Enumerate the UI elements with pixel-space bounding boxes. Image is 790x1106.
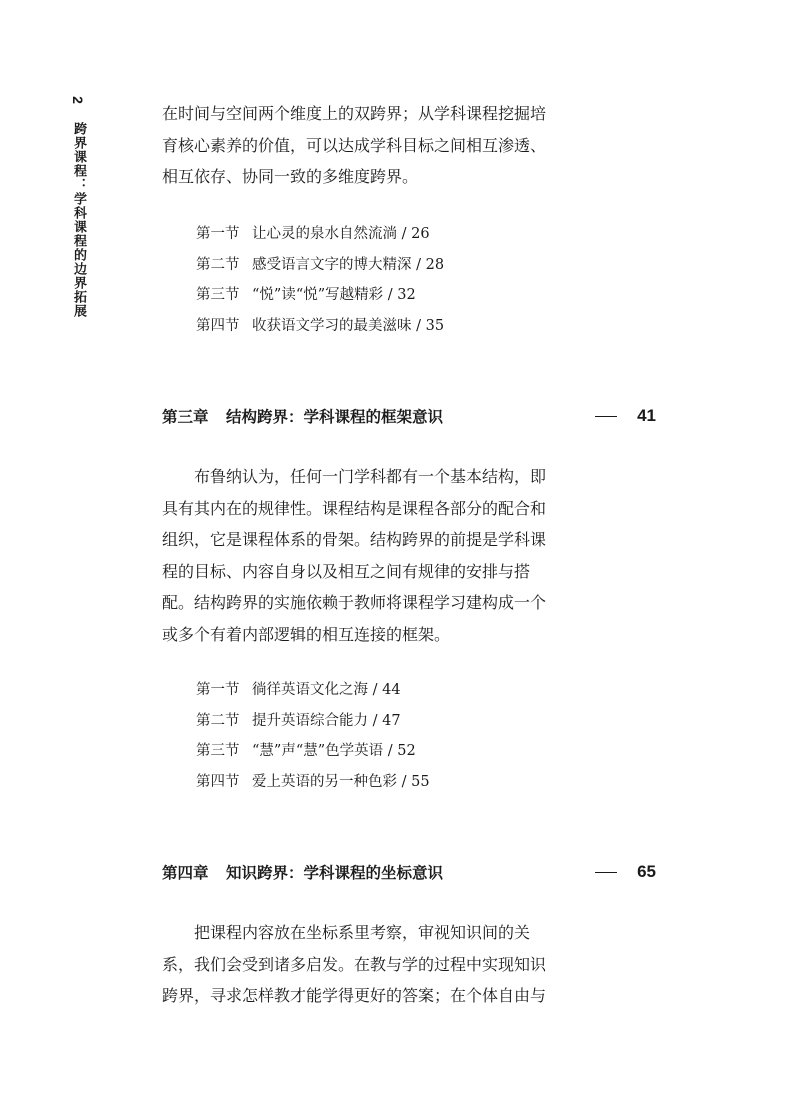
section-number: 第二节 — [196, 256, 240, 273]
chapter-title: 知识跨界：学科课程的坐标意识 — [226, 864, 444, 882]
leader-dash — [595, 416, 617, 417]
toc-entry[interactable] — [196, 280, 444, 311]
toc-entry[interactable] — [196, 311, 444, 342]
toc-entry[interactable] — [196, 219, 444, 250]
paragraph-line: 或多个有着内部逻辑的相互连接的框架。 — [162, 624, 451, 644]
paragraph-line: 育核心素养的价值，可以达成学科目标之间相互渗透、 — [162, 135, 547, 155]
toc-entry[interactable] — [196, 675, 430, 706]
book-title: 跨界课程：学科课程的边界拓展 — [71, 122, 86, 318]
toc-entry[interactable] — [196, 736, 430, 767]
paragraph-line: 具有其内在的规律性。课程结构是课程各部分的配合和 — [162, 498, 547, 518]
section-number: 第四节 — [196, 317, 240, 334]
leader-dash — [595, 872, 617, 873]
chapter-heading[interactable] — [162, 404, 656, 428]
section-title: “悦”读“悦”写越精彩 / 32 — [252, 287, 416, 303]
section-number: 第一节 — [196, 226, 240, 242]
toc-entry[interactable] — [196, 706, 430, 737]
chapter-page-number: 41 — [637, 406, 656, 425]
toc-entry[interactable] — [196, 767, 430, 798]
section-number: 第三节 — [196, 743, 240, 759]
section-number: 第四节 — [196, 773, 240, 790]
section-title: 让心灵的泉水自然流淌 / 26 — [252, 226, 430, 242]
paragraph-line: 把课程内容放在坐标系里考察，审视知识间的关 — [194, 923, 531, 942]
paragraph-line: 程的目标、内容自身以及相互之间有规律的安排与搭 — [162, 561, 531, 581]
paragraph-line: 配。结构跨界的实施依赖于教师将课程学习建构成一个 — [162, 593, 547, 612]
section-title: “慧”声“慧”色学英语 / 52 — [252, 743, 416, 759]
chapter-page-number: 65 — [637, 862, 656, 881]
chapter-summary — [162, 461, 562, 650]
section-title: 爱上英语的另一种色彩 / 55 — [252, 773, 430, 790]
paragraph-line: 在时间与空间两个维度上的双跨界；从学科课程挖掘培 — [162, 104, 547, 123]
section-number: 第二节 — [196, 712, 240, 729]
paragraph-line: 布鲁纳认为，任何一门学科都有一个基本结构，即 — [194, 467, 547, 486]
chapter-summary — [162, 917, 562, 1012]
chapter-heading[interactable] — [162, 860, 656, 884]
toc-entry[interactable] — [196, 250, 444, 281]
intro-paragraph — [162, 98, 562, 193]
section-title: 感受语言文字的博大精深 / 28 — [252, 256, 445, 273]
chapter-number: 第三章 — [162, 408, 209, 426]
section-number: 第三节 — [196, 287, 240, 303]
paragraph-line: 组织，它是课程体系的骨架。结构跨界的前提是学科课 — [162, 530, 547, 549]
section-title: 提升英语综合能力 / 47 — [252, 712, 401, 729]
paragraph-line: 相互依存、协同一致的多维度跨界。 — [162, 167, 419, 186]
paragraph-line: 系，我们会受到诸多启发。在教与学的过程中实现知识 — [162, 954, 547, 974]
chapter-number: 第四章 — [162, 864, 209, 882]
page-number: 2 — [69, 96, 86, 104]
section-number: 第一节 — [196, 682, 240, 698]
paragraph-line: 跨界，寻求怎样教才能学得更好的答案；在个体自由与 — [162, 986, 547, 1005]
section-title: 收获语文学习的最美滋味 / 35 — [252, 317, 445, 334]
section-title: 徜徉英语文化之海 / 44 — [252, 682, 401, 698]
chapter-title: 结构跨界：学科课程的框架意识 — [226, 408, 444, 426]
toc-section-list — [196, 675, 430, 797]
running-header — [70, 92, 86, 318]
toc-section-list — [196, 219, 444, 341]
